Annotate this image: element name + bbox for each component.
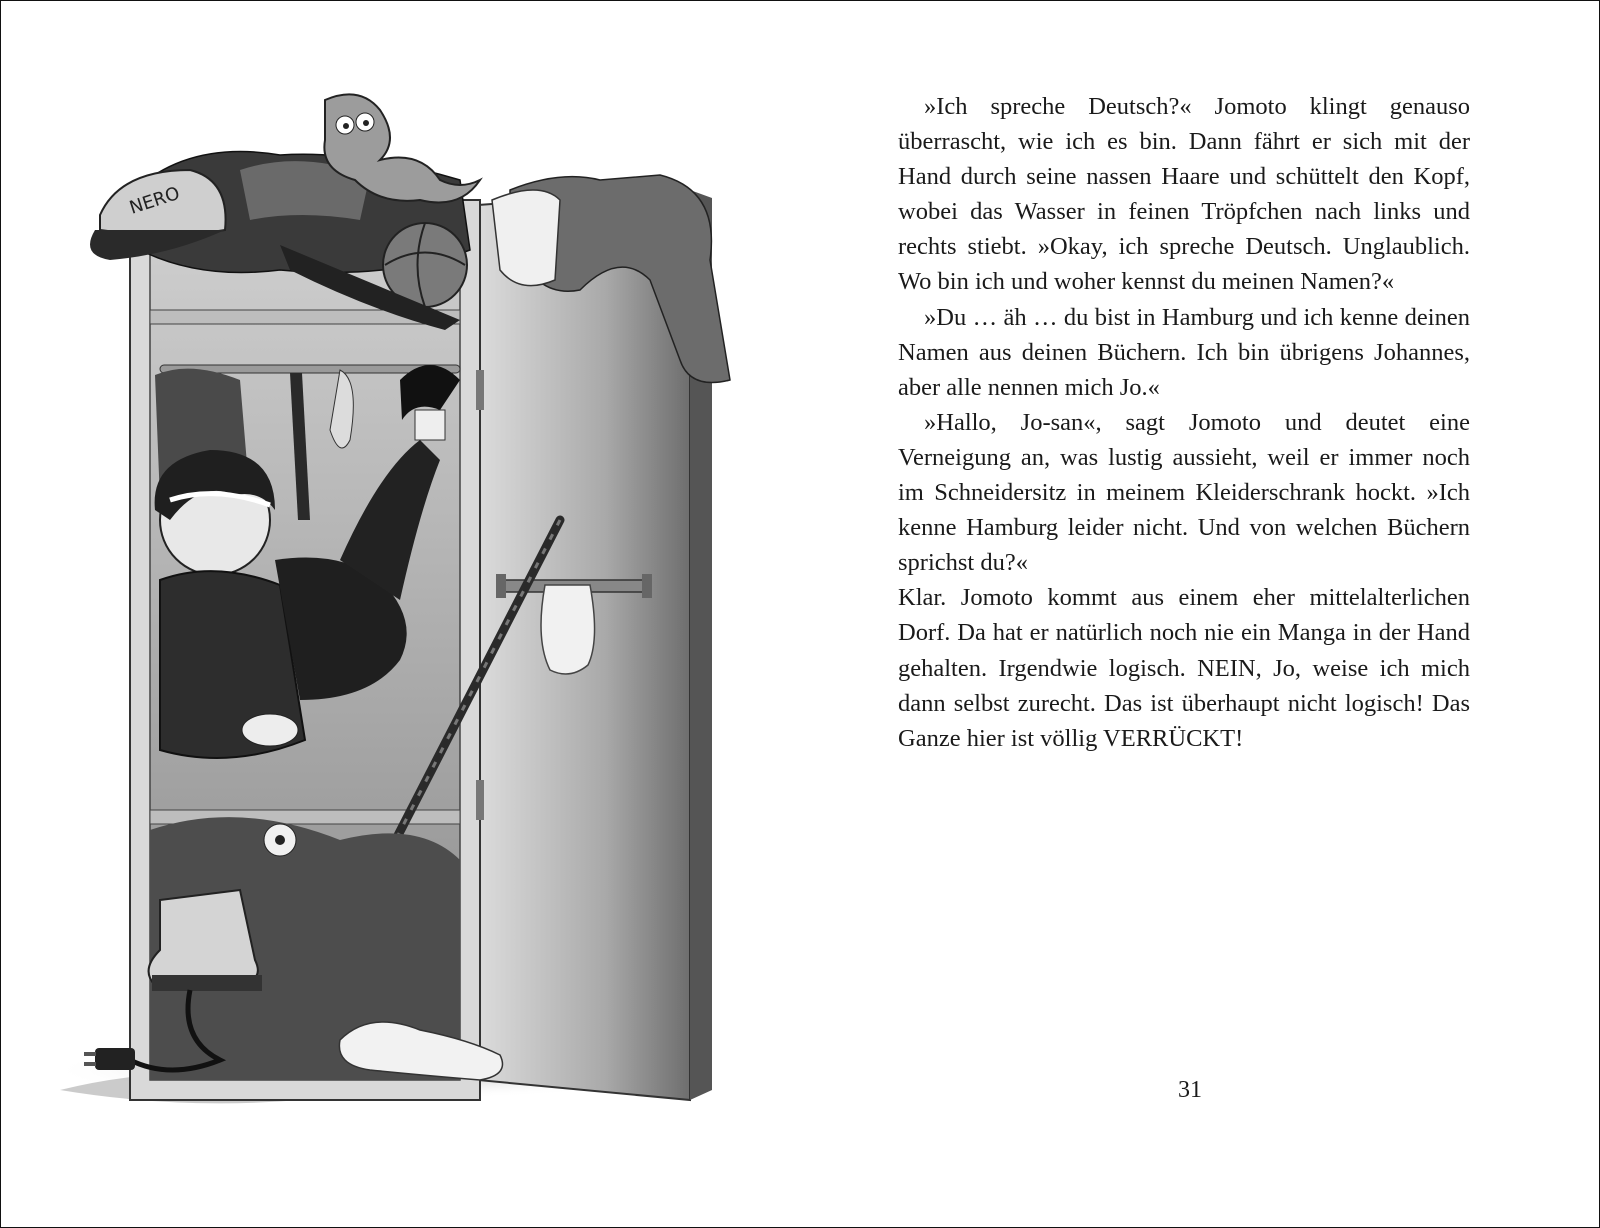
paragraph-2: »Du … äh … du bist in Hamburg und ich kenne deinen Namen aus deinen Büchern. Ich bin übrigens Johannes, aber alle nennen mich Jo.« — [898, 303, 1470, 401]
paragraph-4: Klar. Jomoto kommt aus einem eher mittelalterlichen Dorf. Da hat er natürlich noch nie ein Manga in der Hand gehalten. Irgendwie logisch. NEIN, Jo, weise ich mich dann selbst zurecht. Das ist überhaupt nicht logisch! Das Ganze hier ist völlig VERRÜCKT! — [898, 584, 1470, 752]
paragraph-3: »Hallo, Jo-san«, sagt Jomoto und deutet eine Verneigung an, was lustig aussieht, weil er immer noch im Schneidersitz in meinem Kleiderschrank hockt. »Ich kenne Hamburg leider nicht. Und von welchen Büchern sprichst du?« — [898, 408, 1470, 577]
text-column — [898, 89, 1470, 756]
closet-illustration-icon — [40, 80, 740, 1120]
cap-lettering: NERO — [126, 182, 183, 219]
paragraph-1: »Ich spreche Deutsch?« Jomoto klingt genauso überrascht, wie ich es bin. Dann fährt er sich mit der Hand durch seine nassen Haare und schüttelt den Kopf, wobei das Wasser in feinen Tröpfchen nach links und rechts stiebt. »Okay, ich spreche Deutsch. Unglaublich. Wo bin ich und woher kennst du meinen Namen?« — [898, 93, 1470, 296]
page-number: 31 — [1178, 1077, 1202, 1103]
closet-illustration — [40, 80, 740, 1120]
